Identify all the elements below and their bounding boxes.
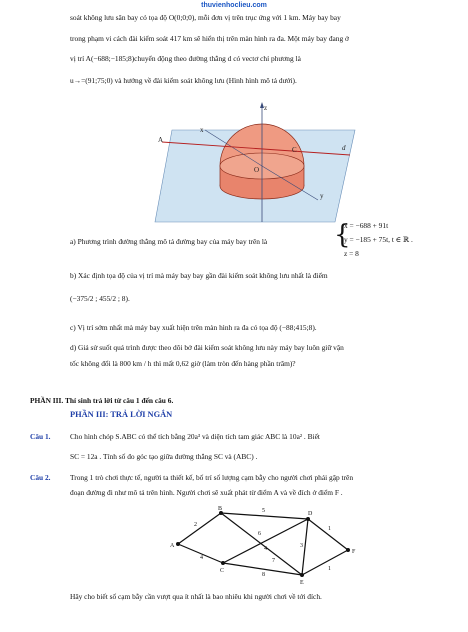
weight-ab: 2 <box>194 522 197 528</box>
item-c-text: c) Vị trí sớm nhất mà máy bay xuất hiện trên màn hình ra đa có tọa độ (−88;415;8). <box>70 323 317 332</box>
cau1-line-1: Cho hình chóp S.ABC có thể tích bằng 20a³ và diện tích tam giác ABC là 10a² . Biết <box>70 432 320 441</box>
weight-ef: 1 <box>328 566 331 572</box>
intro-line-3: vị trí A(−688;−185;8)chuyển động theo đường thẳng d có vectơ chỉ phương là <box>70 54 301 63</box>
weight-cd: 6 <box>258 531 261 537</box>
node-e: E <box>300 580 304 586</box>
label-z: z <box>264 104 268 112</box>
item-a-text: a) Phương trình đường thẳng mô tả đường bay của máy bay trên là <box>70 237 268 246</box>
cau2-label: Câu 2. <box>30 473 51 482</box>
intro-line-1: soát không lưu sân bay có tọa độ O(0;0;0), mỗi đơn vị trên trục ứng với 1 km. Máy bay bay <box>70 13 341 22</box>
weight-bd: 5 <box>262 508 265 514</box>
label-y: y <box>320 192 324 200</box>
label-c: C <box>292 146 297 154</box>
system-line-2: y = −185 + 75t, t ∈ ℝ . <box>344 235 413 244</box>
system-line-3: z = 8 <box>344 249 359 258</box>
weight-de: 3 <box>300 543 303 549</box>
label-o: O <box>254 166 260 174</box>
intro-line-2: trong phạm vi cách đài kiểm soát 417 km sẽ hiển thị trên màn hình ra đa. Một máy bay đang ở <box>70 34 349 43</box>
item-b-line-1: b) Xác định tọa độ của vị trí mà máy bay bay gần đài kiểm soát không lưu nhất là điểm <box>70 271 328 280</box>
trap-graph-figure <box>160 502 370 588</box>
cau2-question: Hãy cho biết số cạm bẫy cần vượt qua ít nhất là bao nhiêu khi người chơi về tới đích. <box>70 592 322 601</box>
node-b: B <box>218 506 223 512</box>
weight-df: 1 <box>328 526 331 532</box>
part3-heading: PHẦN III. Thí sinh trả lời từ câu 1 đến câu 6. <box>30 396 174 405</box>
item-b-line-2: (−375/2 ; 455/2 ; 8). <box>70 294 130 303</box>
part3-subheading: PHẦN III: TRẢ LỜI NGẮN <box>70 410 173 419</box>
radar-3d-figure <box>150 100 360 225</box>
system-line-1: x = −688 + 91t <box>344 221 389 230</box>
label-d: d <box>342 144 346 152</box>
intro-line-4: u→=(91;75;0) và hướng về đài kiểm soát không lưu (Hình hình mô tả dưới). <box>70 76 297 85</box>
node-f: F <box>352 549 356 555</box>
cau1-line-2: SC = 12a . Tính số đo góc tạo giữa đường thẳng SC và (ABC) . <box>70 452 258 461</box>
weight-ac: 4 <box>200 555 203 561</box>
node-a: A <box>170 543 175 549</box>
weight-ce: 8 <box>262 572 265 578</box>
watermark: thuvienhoclieu.com <box>201 2 267 9</box>
weight-mid: 7 <box>272 558 275 564</box>
cau2-line-1: Trong 1 trò chơi thực tế, người ta thiết kế, bố trí số lượng cạm bẫy cho người chơi phải gặp trên <box>70 473 354 482</box>
cau1-label: Câu 1. <box>30 432 51 441</box>
label-x: x <box>200 126 204 134</box>
node-c: C <box>220 568 225 574</box>
cau2-line-2: đoạn đường đi như mô tả trên hình. Người chơi sẽ xuất phát từ điểm A và về đích ở điểm F . <box>70 488 343 497</box>
item-d-line-1: d) Giả sử suốt quá trình được theo dõi bở đài kiểm soát không lưu này máy bay luôn giữ vận <box>70 343 344 352</box>
system-brace: { <box>334 220 351 250</box>
weight-be: 4 <box>264 546 267 552</box>
item-d-line-2: tốc không đổi là 800 km / h thì mất 0,62 giờ (làm tròn đến hàng phần trăm)? <box>70 359 296 368</box>
label-a: A <box>158 136 164 144</box>
node-d: D <box>308 511 313 517</box>
